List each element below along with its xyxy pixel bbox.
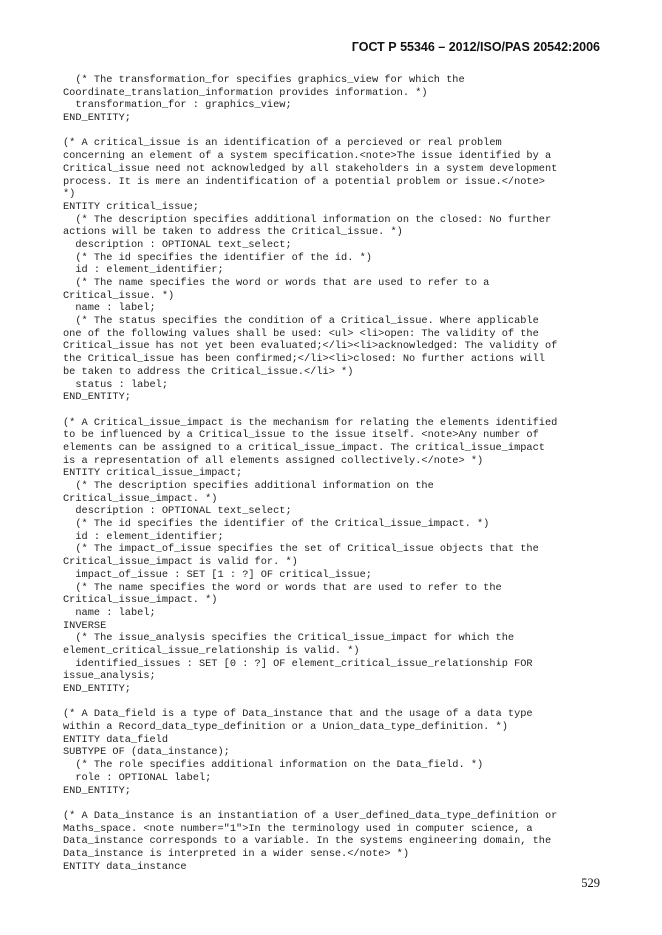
- code-line: (* A Data_field is a type of Data_instance that and the usage of a data type: [63, 708, 533, 721]
- code-line: ENTITY critical_issue_impact;: [63, 467, 243, 480]
- code-line: (* The issue_analysis specifies the Critical_issue_impact for which the: [63, 632, 515, 645]
- code-line: (* The id specifies the identifier of the Critical_issue_impact. *): [63, 518, 490, 531]
- code-line: Maths_space. <note number="1">In the terminology used in computer science, a: [63, 822, 533, 835]
- code-line: END_ENTITY;: [63, 112, 131, 125]
- code-line: Critical_issue. *): [63, 289, 175, 302]
- code-line: (* The transformation_for specifies graphics_view for which the: [63, 74, 465, 86]
- code-line: (* The name specifies the word or words that are used to refer to the: [63, 581, 502, 594]
- code-line: (* The role specifies additional information on the Data_field. *): [63, 759, 484, 772]
- blank-line: [63, 404, 623, 417]
- code-line: ENTITY critical_issue;: [63, 200, 199, 213]
- code-line: actions will be taken to address the Critical_issue. *): [63, 226, 403, 239]
- code-line: transformation_for : graphics_view;: [63, 99, 292, 112]
- code-line: ENTITY data_field: [63, 733, 169, 746]
- code-line: SUBTYPE OF (data_instance);: [63, 746, 230, 759]
- code-line: name : label;: [63, 606, 156, 619]
- code-line: within a Record_data_type_definition or a Union_data_type_definition. *): [63, 721, 508, 734]
- code-line: Critical_issue has not yet been evaluated;</li><li>acknowledged: The validity of: [63, 340, 558, 353]
- code-line: (* The id specifies the identifier of the id. *): [63, 251, 372, 264]
- code-line: identified_issues : SET [0 : ?] OF element_critical_issue_relationship FOR: [63, 657, 533, 670]
- code-line: (* The description specifies additional information on the: [63, 480, 434, 492]
- code-line: the Critical_issue has been confirmed;</li><li>closed: No further actions will: [63, 353, 545, 366]
- code-line: id : element_identifier;: [63, 264, 224, 277]
- code-line: to be influenced by a Critical_issue to the issue itself. <note>Any number of: [63, 429, 539, 442]
- code-line: role : OPTIONAL label;: [63, 771, 212, 784]
- express-code-block: [63, 74, 623, 873]
- code-line: process. It is mere an indentification of a potential problem or issue.</note>: [63, 175, 545, 188]
- code-line: description : OPTIONAL text_select;: [63, 238, 292, 251]
- code-line: *): [63, 188, 76, 201]
- code-line: Data_instance corresponds to a variable. In the systems engineering domain, the: [63, 835, 552, 848]
- code-line: (* A Data_instance is an instantiation of a User_defined_data_type_definition or: [63, 809, 558, 822]
- code-line: description : OPTIONAL text_select;: [63, 505, 292, 518]
- code-line: END_ENTITY;: [63, 391, 131, 404]
- code-line: be taken to address the Critical_issue.</li> *): [63, 365, 354, 378]
- code-line: (* The description specifies additional information on the closed: No further: [63, 213, 552, 226]
- code-line: (* The status specifies the condition of a Critical_issue. Where applicable: [63, 315, 539, 328]
- code-line: Data_instance is interpreted in a wider sense.</note> *): [63, 847, 410, 860]
- code-line: concerning an element of a system specification.<note>The issue identified by a: [63, 150, 552, 163]
- code-line: (* A critical_issue is an identification of a percieved or real problem: [63, 137, 502, 150]
- code-line: name : label;: [63, 302, 156, 315]
- code-line: status : label;: [63, 378, 169, 391]
- code-line: is a representation of all elements assigned collectively.</note> *): [63, 454, 484, 467]
- blank-line: [63, 125, 623, 138]
- code-line: Critical_issue_impact. *): [63, 492, 218, 505]
- code-line: Critical_issue_impact is valid for. *): [63, 556, 298, 569]
- code-line: (* A Critical_issue_impact is the mechanism for relating the elements identified: [63, 416, 558, 429]
- blank-line: [63, 696, 623, 709]
- document-header: ГОСТ Р 55346 – 2012/ISO/PAS 20542:2006: [351, 40, 600, 54]
- code-line: issue_analysis;: [63, 670, 156, 683]
- code-line: (* The name specifies the word or words that are used to refer to a: [63, 277, 490, 289]
- code-line: ENTITY data_instance: [63, 860, 187, 873]
- code-line: id : element_identifier;: [63, 530, 224, 543]
- code-line: impact_of_issue : SET [1 : ?] OF critical_issue;: [63, 568, 372, 581]
- code-line: END_ENTITY;: [63, 683, 131, 695]
- code-line: Critical_issue need not acknowledged by all stakeholders in a system development: [63, 162, 558, 175]
- code-line: Critical_issue_impact. *): [63, 594, 218, 607]
- code-line: END_ENTITY;: [63, 784, 131, 797]
- code-line: one of the following values shall be used: <ul> <li>open: The validity of the: [63, 327, 539, 340]
- code-line: Coordinate_translation_information provides information. *): [63, 86, 428, 99]
- page-number: 529: [581, 876, 600, 890]
- code-line: INVERSE: [63, 619, 107, 632]
- code-line: (* The impact_of_issue specifies the set of Critical_issue objects that the: [63, 543, 539, 556]
- code-line: elements can be assigned to a critical_issue_impact. The critical_issue_impact: [63, 441, 545, 454]
- code-line: element_critical_issue_relationship is valid. *): [63, 644, 360, 657]
- blank-line: [63, 797, 623, 810]
